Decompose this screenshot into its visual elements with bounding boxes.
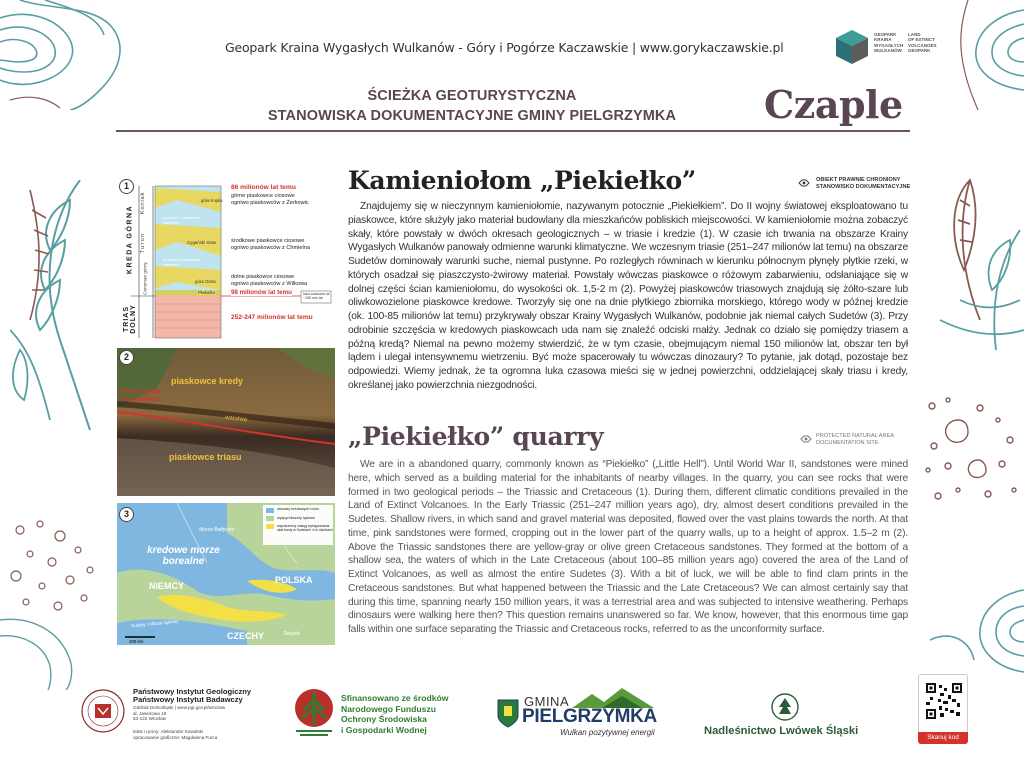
stage-label-cenoman: Cenoman górny — [142, 262, 148, 295]
quarry-photo-illustration — [117, 348, 335, 496]
header-geopark-line: Geopark Kraina Wygasłych Wulkanów - Góry i Pogórze Kaczawskie | www.gorykaczawskie.pl — [225, 40, 784, 55]
stage-label-koniak: Koniak — [140, 191, 146, 215]
mudstone-label-2: mułowce z wkładami wapienia — [163, 257, 200, 267]
label-cretaceous-sandstone: piaskowce kredy — [171, 376, 244, 386]
pig-logo-icon — [80, 688, 126, 734]
sandstone-label-top: górne piaskowce ciosowe ogniwo piaskowców z Żerkowic — [231, 193, 309, 206]
body-text-polish: Znajdujemy się w nieczynnym kamieniołomie, nazywanym potocznie „Piekiełkiem”. Do II wojny światowej eksploatowano tu piaskowce, które służyły jako materiał budowlany dla mieszkańców pobliskich miejscowości. W kamieniołomie można zobaczyć skały, które powstały w dwóch okresach geologicznych – w triasie i kredzie (1). W czasie ich trwania na obszarze Krainy Wygasłych Wulkanów panowały odmienne warunki klimatyczne. We wczesnym triasie (251–247 milionów lat temu) na obszarze Sudetów dominowały warunki suche, niemal pustynne. Po rozległych równinach w kierunku północnym płynęły płytkie rzeki, w których osadzał się piaszczysto-żwirowy materiał. Powstały wówczas piaskowce o różowym zabarwieniu, odsłaniające się w dolnej części ścian kamieniołomu, do wysokości ok. 1,5-2 m (2). Powyżej piaskowców triasowych znajdują się żółto-szare lub oliwkowozielone piaskowce kredowe. Tworzyły się one na dnie płytkiego zbiornika morskiego, którego wody w późnej kredzie (ok. 100-85 milionów lat temu) przykrywały obszar Krainy Wygasłych Wulkanów, podobnie jak niemal całych Sudetów (3). Przy odrobinie szczęścia w kredowych piaskowcach uda nam się znaleźć odciski małży. Jednak co działo się pomiędzy triasem a późną kredą? Niemal na pewno możemy stwierdzić, że w tym czasie, obejmującym niemal 150 milionów lat, obszar ten był lądem i ulegał intensywnemu wietrzeniu. Być może spacerowały tu wówczas dinozaury? To pytanie, jak dotąd, pozostaje bez odpowiedzi. Wiemy jednak, że ta ogromna luka czasowa mieści się w jednej powierzchni, oddzielającej skały triasu i kredy, określanej jako powierzchnia niezgodności. — [348, 201, 908, 391]
gmina-crest-icon — [496, 698, 520, 728]
figure-number-1: 1 — [119, 179, 134, 194]
label-unconformity: powierzchnia niezgodności — [119, 388, 162, 403]
topo-decoration-top-left — [0, 0, 150, 110]
leaf-decoration-right — [920, 170, 1024, 370]
map-scale-label: 200 km — [129, 639, 144, 644]
nfosigw-text: Sfinansowano ze środków Narodowego Funduszu Ochrony Środowiska i Gospodarki Wodnej — [341, 693, 449, 735]
map-legend-extent: współczesny zasięg występowania skał kredy w Sudetach i ich okolicach — [277, 524, 333, 532]
unit-label-ostra: góra Ostra — [195, 279, 216, 284]
gmina-name: PIELGRZYMKA — [522, 706, 657, 727]
lasy-panstwowe-logo-icon — [770, 692, 800, 722]
map-label-tethys: Tetyda — [283, 631, 300, 637]
age-label-top: 86 milionów lat temu — [231, 184, 296, 191]
protected-site-icon — [798, 178, 810, 188]
header-divider — [116, 130, 910, 132]
nadlesnictwo-label: Nadleśnictwo Lwówek Śląski — [704, 725, 859, 737]
gmina-tagline: Wulkan pozytywnej energii — [560, 728, 655, 737]
mudstone-label-1: mułowce z wkładami wapienia — [163, 215, 200, 225]
protected-site-icon-en — [800, 434, 812, 444]
nfosigw-logo-icon — [292, 688, 336, 738]
pig-name: Państwowy Instytut Geologiczny Państwowy Instytut Badawczy — [133, 687, 252, 705]
age-label-bottom: 252-247 milionów lat temu — [231, 314, 313, 321]
map-label-germany: NIEMCY — [149, 581, 185, 591]
figure-stratigraphy — [117, 178, 335, 343]
topo-decoration-bottom-left — [0, 610, 90, 690]
geopark-logo-text-pl: GEOPARK KRAINA WYGASŁYCH WULKANÓW — [874, 32, 904, 54]
era-label-trias: TRIAS DOLNY — [123, 304, 137, 334]
time-gap-note: luka czasowa ok. ~150 mln lat — [303, 292, 331, 301]
heading-english: „Piekiełko” quarry — [348, 422, 604, 451]
unit-label-kopka: góra Kopka — [201, 198, 223, 203]
map-legend-sea: obszary kredowych mórz — [277, 507, 319, 511]
topo-decoration-top-right — [948, 0, 1024, 120]
body-text-english: We are in a abandoned quarry, commonly known as “Piekiełko” („Little Hell”). Until World War II, sandstones were mined here, which served as a building material for the inhabitants of nearby villages. In the quarry, you can see rocks that were formed in two geological periods – the Triassic and Cretaceous (1). During them, different climatic conditions prevailed in the Land of Extinct Volcanoes. In the Early Triassic (251–247 million years ago), dry, almost desert conditions prevailed in the Sudetes. Shallow rivers, in which sand and gravel material was deposited, flowed over the vast plains towards the north. At that time, pink sandstones were formed, cropping out in the lower part of the quarry walls, up to a height of approx. 1.5–2 m (2). Above the Triassic sandstones there are yellow-gray or olive green Cretaceous sandstones. They formed at the bottom of a shallow sea, the waters of which in the Late Cretaceous (about 100–85 million years ago) covered the area of the Land of Extinct Volcanoes, as well as almost the entire Sudetes (3). With a bit of luck, we will be able to find clam prints in the Cretaceous sandstones. But what happened between the Triassic and the Late Cretaceous? We can almost certainly say that during this time, spanning nearly 150 million years, it was a terrestrial area and was subjected to intensive weathering. Perhaps dinosaurs were walking here then? This question remains unanswered so far. We know, however, that this enormous time gap falls within one surface separating the Triassic and Cretaceous rocks, referred to as the unconformity surface. — [348, 459, 908, 635]
label-triassic-sandstone: piaskowce triasu — [169, 452, 242, 462]
scan-code-label[interactable]: Skanuj kod — [918, 732, 968, 744]
gmina-label: GMINA — [524, 694, 570, 709]
label-layer: warstwa — [224, 414, 248, 424]
route-title: ŚCIEŻKA GEOTURYSTYCZNA STANOWISKA DOKUMENTACYJNE GMINY PIELGRZYMKA — [267, 88, 677, 124]
sandstone-label-mid: środkowe piaskowce ciosowe ogniwo piaskowców z Chmielna — [231, 238, 310, 251]
figure-number-2: 2 — [119, 350, 134, 365]
heading-polish: Kamieniołom „Piekiełko” — [348, 166, 696, 195]
protected-label-polish: OBIEKT PRAWNIE CHRONIONY STANOWISKO DOKUMENTACYJNE — [816, 177, 911, 190]
pig-address: Oddział Dolnośląski | www.pgi.gov.pl/wroclaw al. Jaworowa 19 53-122 Wrocław — [133, 705, 226, 722]
map-label-baltic: Morze Bałtyckie — [199, 527, 235, 533]
pig-credits: tekst i ryciny: Aleksander Kowalski opracowanie graficzne: Magdalena Furca — [133, 729, 218, 740]
dots-decoration-left — [0, 510, 110, 620]
geopark-cube-icon — [836, 30, 868, 64]
topo-decoration-bottom-right — [930, 580, 1024, 680]
figure-paleo-map — [117, 503, 335, 645]
map-label-poland: POLSKA — [275, 575, 313, 585]
leaf-decoration-left — [10, 180, 110, 440]
sandstone-label-low: dolne piaskowce ciosowe ogniwo piaskowców z Wilkowa — [231, 274, 308, 287]
dots-decoration-right — [918, 390, 1024, 510]
figure-quarry-photo — [117, 348, 335, 496]
map-legend-land: wyspy/obszary lądowe — [277, 516, 315, 520]
stage-label-turon: Turon — [140, 232, 146, 254]
qr-code-icon[interactable] — [926, 683, 962, 719]
figure-number-3: 3 — [119, 507, 134, 522]
protected-label-english: PROTECTED NATURAL AREA DOCUMENTATION SITE — [816, 433, 895, 446]
geopark-logo-text-en: LAND OF EXTINCT VOLCANOES GEOPARK — [908, 32, 937, 54]
map-label-czechia: CZECHY — [227, 631, 265, 641]
map-label-boreal-sea: kredowe morze borealne — [147, 545, 220, 567]
unit-label-plakalko: Płakalko — [198, 290, 216, 295]
map-label-sudety: Sudety / obszar lądowy — [130, 618, 179, 629]
age-label-mid: 98 milionów lat temu — [231, 289, 292, 296]
unit-label-cyganski: Cygański Staw — [187, 240, 217, 245]
geopark-logo — [836, 30, 946, 66]
era-label-kreda: KREDA GÓRNA — [126, 204, 134, 275]
place-name: Czaple — [764, 82, 903, 127]
